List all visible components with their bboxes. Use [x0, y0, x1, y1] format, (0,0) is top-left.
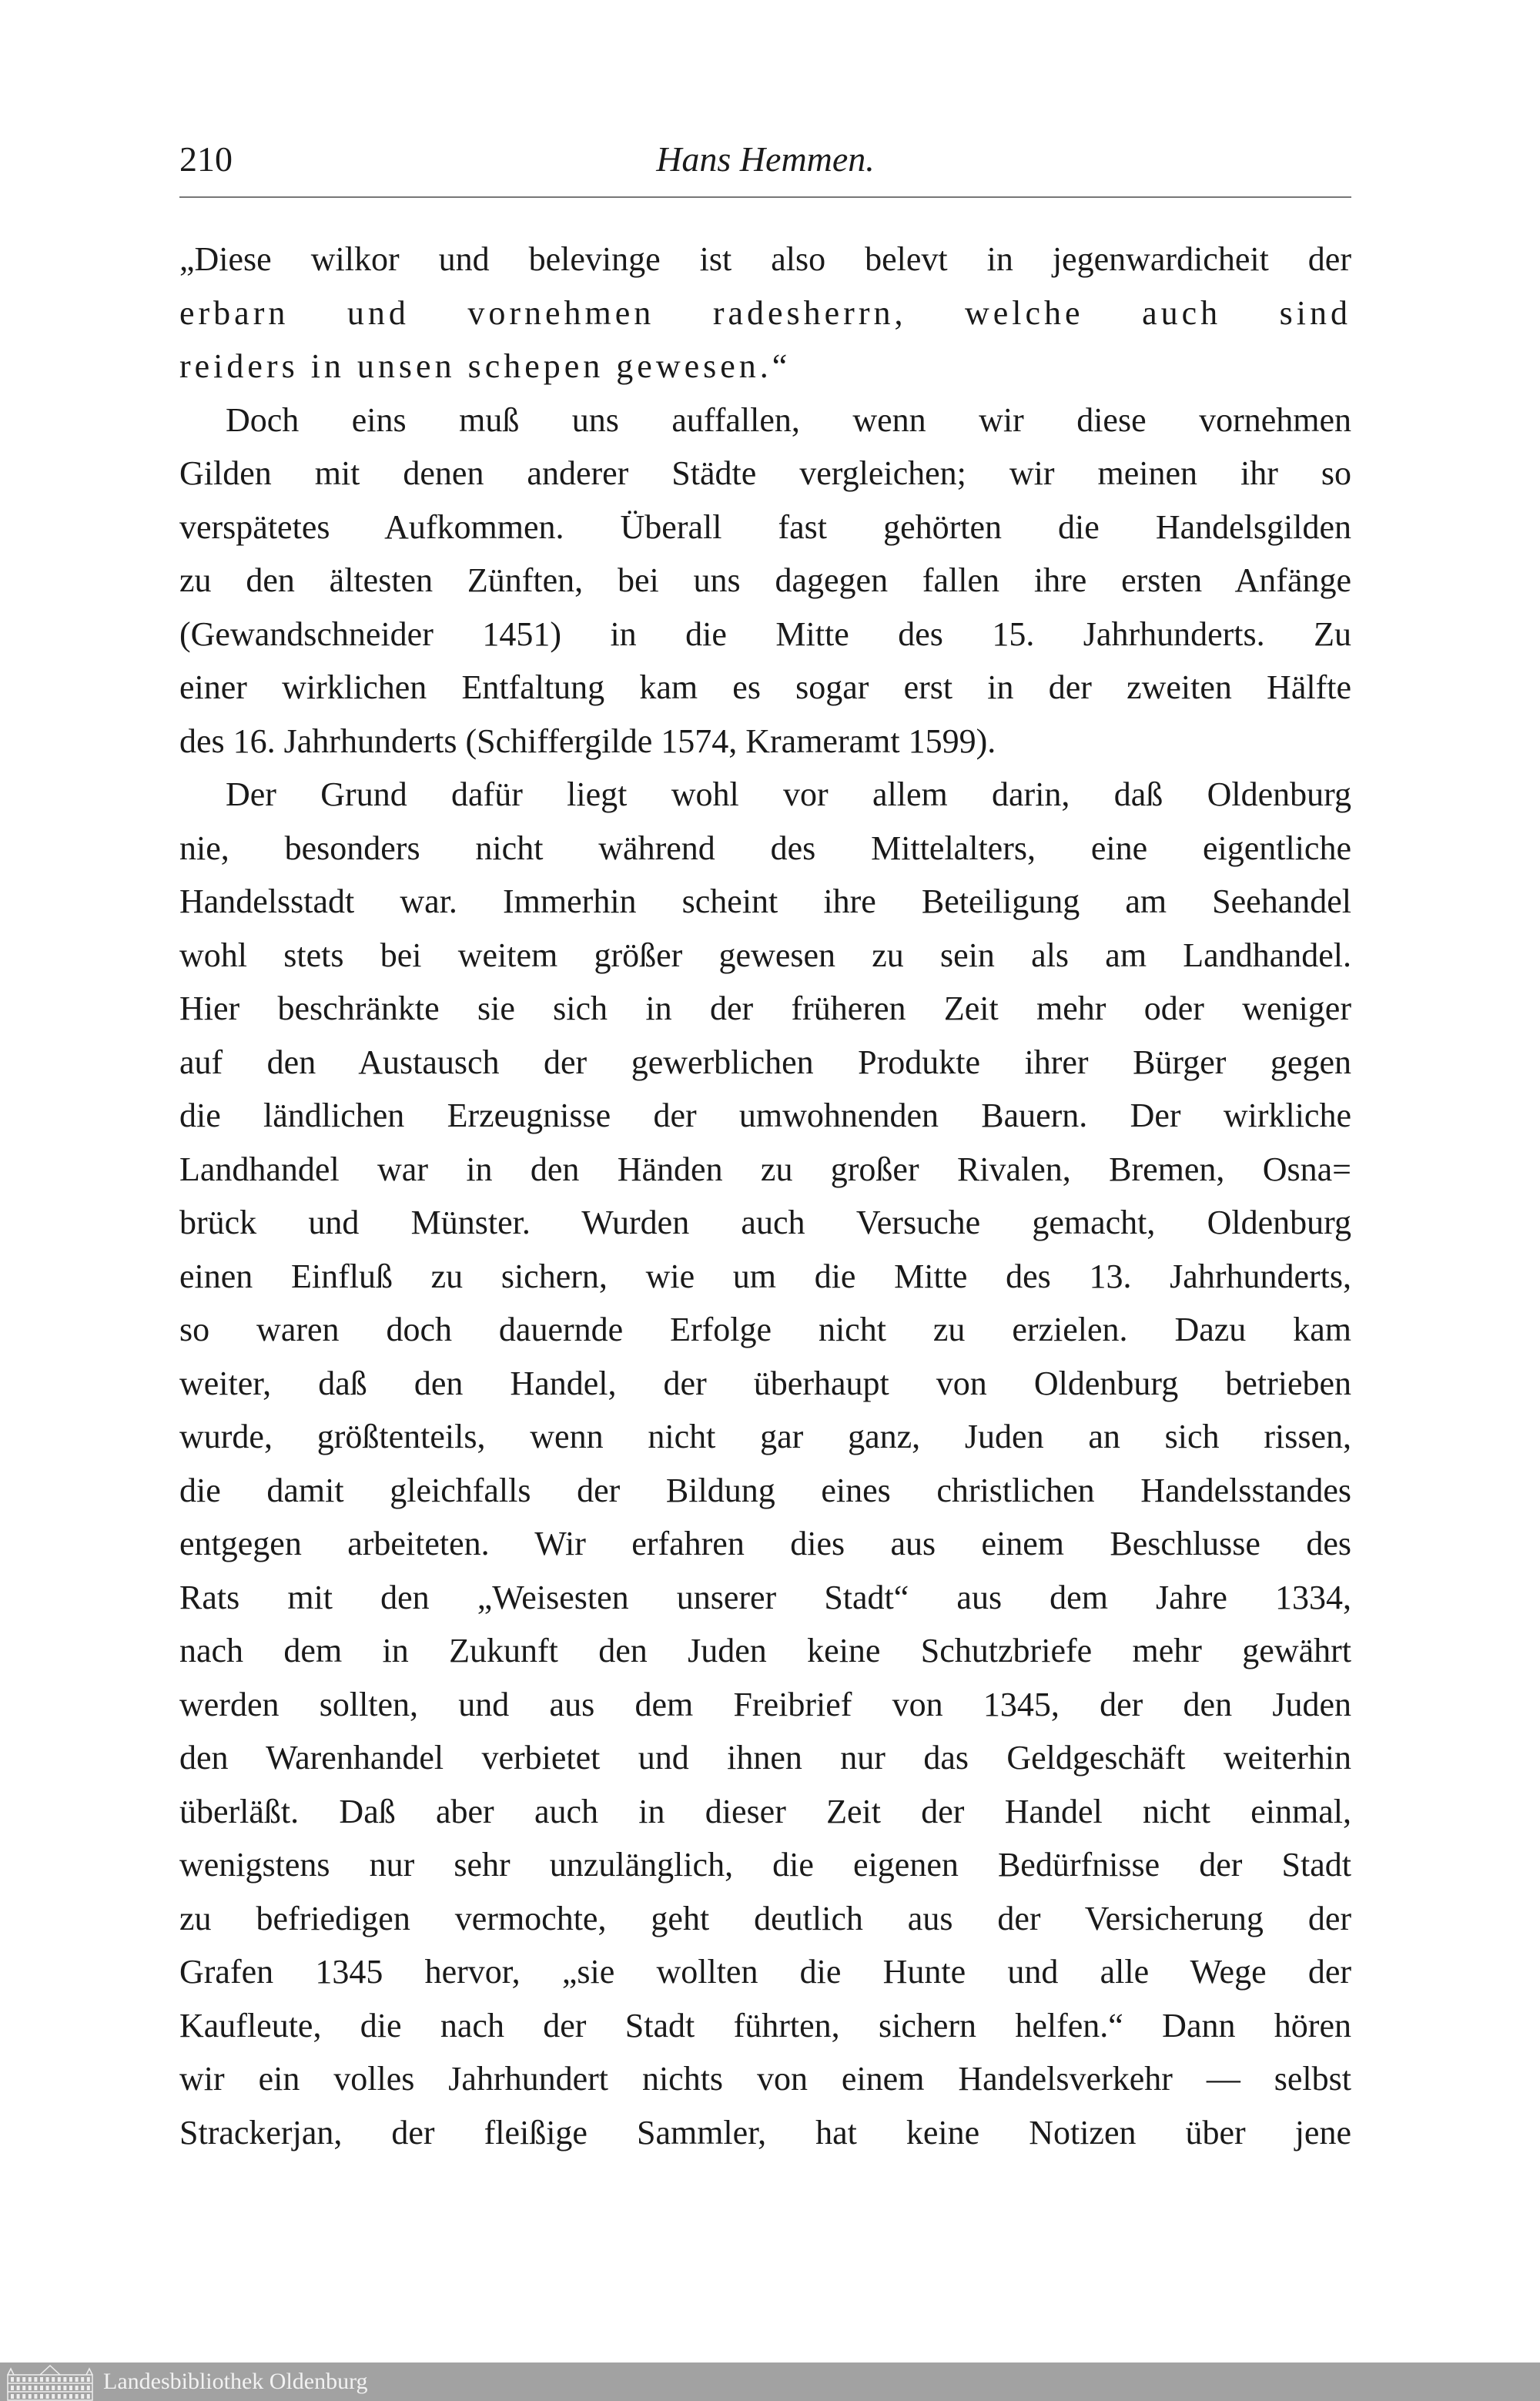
text-line: den Warenhandel verbietet und ihnen nur das Geldgeschäft weiterhin — [179, 1739, 1351, 1776]
text-line: brück und Münster. Wurden auch Versuche gemacht, Oldenburg — [179, 1204, 1351, 1241]
text-line: weiter, daß den Handel, der überhaupt von Oldenburg betrieben — [179, 1364, 1351, 1402]
text-line: Grafen 1345 hervor, „sie wollten die Hunte und alle Wege der — [179, 1953, 1351, 1991]
text-line: zu den ältesten Zünften, bei uns dagegen fallen ihre ersten Anfänge — [179, 561, 1351, 599]
text-line: Gilden mit denen anderer Städte vergleichen; wir meinen ihr so — [179, 454, 1351, 492]
text-line: erbarn und vornehmen radesherrn, welche auch sind — [179, 293, 1351, 332]
page-number: 210 — [179, 139, 233, 179]
running-header — [179, 139, 1351, 193]
text-line: verspätetes Aufkommen. Überall fast gehörten die Handelsgilden — [179, 507, 1351, 546]
text-line: überläßt. Daß aber auch in dieser Zeit der Handel nicht einmal, — [179, 1792, 1351, 1830]
text-line: einer wirklichen Entfaltung kam es sogar erst in der zweiten Hälfte — [179, 668, 1351, 706]
text-line: Rats mit den „Weisesten unserer Stadt“ aus dem Jahre 1334, — [179, 1578, 1351, 1616]
text-line: „Diese wilkor und belevinge ist also belevt in jegenwardicheit der — [179, 240, 1351, 278]
text-line: Doch eins muß uns auffallen, wenn wir diese vornehmen — [226, 400, 1351, 439]
text-line: Der Grund dafür liegt wohl vor allem darin, daß Oldenburg — [226, 775, 1351, 813]
text-line: wir ein volles Jahrhundert nichts von einem Handelsverkehr — selbst — [179, 2060, 1351, 2098]
text-line: einen Einfluß zu sichern, wie um die Mitte des 13. Jahrhunderts, — [179, 1257, 1351, 1295]
text-line: Strackerjan, der fleißige Sammler, hat keine Notizen über jene — [179, 2113, 1351, 2152]
text-line: Handelsstadt war. Immerhin scheint ihre Beteiligung am Seehandel — [179, 882, 1351, 920]
header-rule — [179, 196, 1351, 198]
text-line: des 16. Jahrhunderts (Schiffergilde 1574, Krameramt 1599). — [179, 722, 996, 760]
text-line: wurde, größtenteils, wenn nicht gar ganz, Juden an sich rissen, — [179, 1418, 1351, 1455]
running-title: Hans Hemmen. — [656, 139, 875, 179]
text-line: Kaufleute, die nach der Stadt führten, sichern helfen.“ Dann hören — [179, 2006, 1351, 2044]
text-line: nach dem in Zukunft den Juden keine Schutzbriefe mehr gewährt — [179, 1632, 1351, 1669]
text-line: werden sollten, und aus dem Freibrief von 1345, der den Juden — [179, 1685, 1351, 1723]
footer-bar — [0, 2362, 1540, 2401]
text-line: zu befriedigen vermochte, geht deutlich aus der Versicherung der — [179, 1899, 1351, 1937]
library-building-icon — [5, 2364, 95, 2401]
text-line: auf den Austausch der gewerblichen Produkte ihrer Bürger gegen — [179, 1043, 1351, 1081]
text-line: wohl stets bei weitem größer gewesen zu sein als am Landhandel. — [179, 936, 1351, 974]
text-line: die damit gleichfalls der Bildung eines christlichen Handelsstandes — [179, 1471, 1351, 1509]
text-line: nie, besonders nicht während des Mittelalters, eine eigentliche — [179, 829, 1351, 867]
text-line: wenigstens nur sehr unzulänglich, die eigenen Bedürfnisse der Stadt — [179, 1846, 1351, 1884]
text-line: Landhandel war in den Händen zu großer Rivalen, Bremen, Osna= — [179, 1150, 1351, 1188]
text-line: entgegen arbeiteten. Wir erfahren dies aus einem Beschlusse des — [179, 1525, 1351, 1562]
body-text — [179, 233, 1351, 2159]
library-name: Landesbibliothek Oldenburg — [103, 2369, 368, 2394]
text-line: (Gewandschneider 1451) in die Mitte des 15. Jahrhunderts. Zu — [179, 614, 1351, 653]
text-line: so waren doch dauernde Erfolge nicht zu erzielen. Dazu kam — [179, 1311, 1351, 1348]
text-line: die ländlichen Erzeugnisse der umwohnenden Bauern. Der wirkliche — [179, 1097, 1351, 1134]
text-line: reiders in unsen schepen gewesen.“ — [179, 347, 792, 385]
text-line: Hier beschränkte sie sich in der früheren Zeit mehr oder weniger — [179, 990, 1351, 1027]
